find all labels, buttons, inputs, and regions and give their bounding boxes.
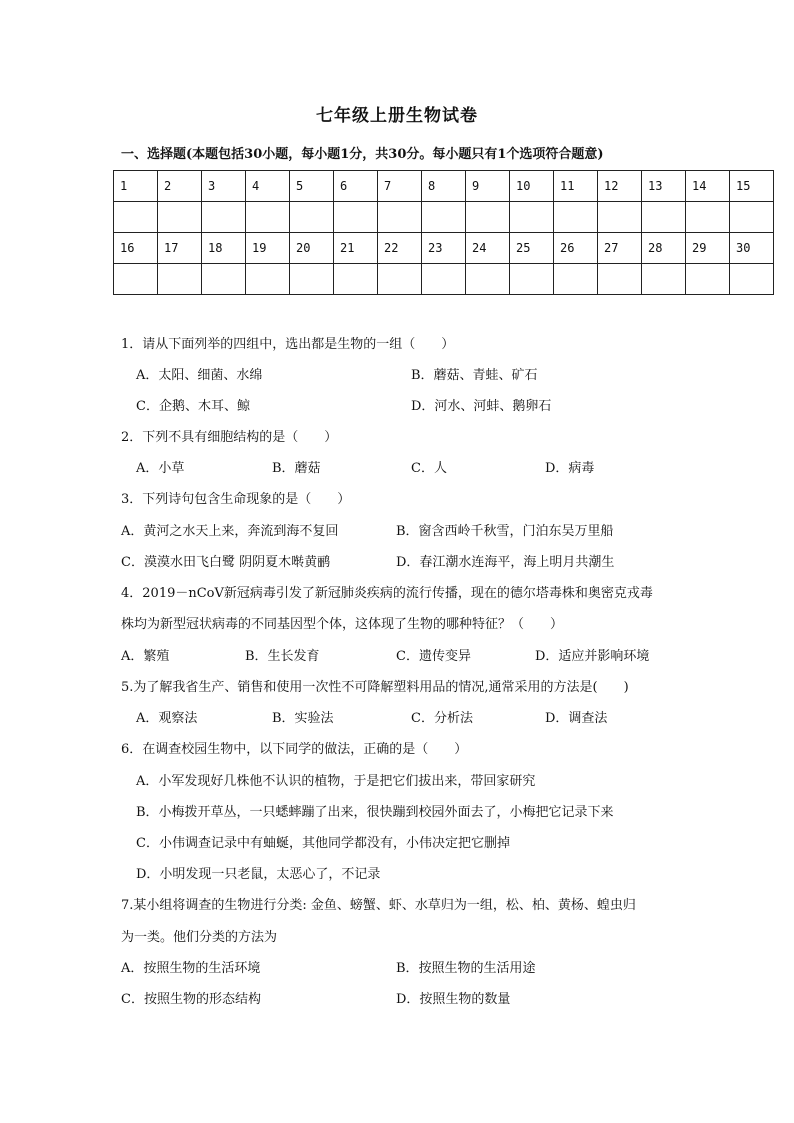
- question-7-option-b: B．按照生物的生活用途: [396, 961, 536, 976]
- answer-number: 9: [466, 171, 510, 202]
- answer-number: 24: [466, 233, 510, 264]
- answer-blank-cell[interactable]: [554, 264, 598, 295]
- answer-blank-cell[interactable]: [730, 264, 774, 295]
- question-7-option-a: A．按照生物的生活环境: [121, 961, 261, 976]
- answer-table: [113, 170, 774, 295]
- answer-blank-cell[interactable]: [158, 202, 202, 233]
- answer-table-blank-row-2: [114, 264, 774, 295]
- answer-number: 7: [378, 171, 422, 202]
- question-3-option-a: A．黄河之水天上来，奔流到海不复回: [121, 524, 339, 539]
- answer-number: 14: [686, 171, 730, 202]
- answer-table-number-row-2: [114, 233, 774, 264]
- answer-blank-cell[interactable]: [114, 202, 158, 233]
- question-1-option-c: C．企鹅、木耳、鲸: [136, 399, 250, 414]
- answer-blank-cell[interactable]: [202, 264, 246, 295]
- answer-blank-cell[interactable]: [422, 202, 466, 233]
- answer-blank-cell[interactable]: [378, 264, 422, 295]
- answer-blank-cell[interactable]: [598, 264, 642, 295]
- question-7-stem-line-1: 7.某小组将调查的生物进行分类: 金鱼、螃蟹、虾、水草归为一组，松、柏、黄杨、蝗虫归: [121, 898, 636, 913]
- answer-number: 25: [510, 233, 554, 264]
- question-5-option-d: D．调查法: [545, 711, 608, 726]
- answer-number: 1: [114, 171, 158, 202]
- answer-number: 27: [598, 233, 642, 264]
- answer-table-number-row-1: [114, 171, 774, 202]
- question-4-option-c: C．遗传变异: [396, 649, 471, 664]
- section-heading: 一、选择题(本题包括30小题，每小题1分，共30分。每小题只有1个选项符合题意): [121, 147, 604, 162]
- answer-number: 21: [334, 233, 378, 264]
- answer-blank-cell[interactable]: [730, 202, 774, 233]
- question-3-stem: 3．下列诗句包含生命现象的是（ ）: [121, 492, 351, 507]
- answer-number: 15: [730, 171, 774, 202]
- answer-number: 13: [642, 171, 686, 202]
- answer-blank-cell[interactable]: [114, 264, 158, 295]
- question-6-option-c: C．小伟调查记录中有蚰蜒，其他同学都没有，小伟决定把它删掉: [136, 836, 510, 851]
- answer-number: 6: [334, 171, 378, 202]
- answer-blank-cell[interactable]: [246, 202, 290, 233]
- answer-blank-cell[interactable]: [334, 202, 378, 233]
- question-4-stem-line-2: 株均为新型冠状病毒的不同基因型个体，这体现了生物的哪种特征？（ ）: [121, 617, 564, 632]
- answer-number: 30: [730, 233, 774, 264]
- answer-blank-cell[interactable]: [334, 264, 378, 295]
- question-6-option-a: A．小军发现好几株他不认识的植物，于是把它们拔出来，带回家研究: [136, 774, 536, 789]
- question-2-stem: 2．下列不具有细胞结构的是（ ）: [121, 430, 338, 445]
- answer-blank-cell[interactable]: [422, 264, 466, 295]
- answer-number: 11: [554, 171, 598, 202]
- question-1-option-d: D．河水、河蚌、鹅卵石: [411, 399, 552, 414]
- answer-number: 20: [290, 233, 334, 264]
- answer-number: 12: [598, 171, 642, 202]
- question-3-option-d: D．春江潮水连海平，海上明月共潮生: [396, 555, 615, 570]
- answer-blank-cell[interactable]: [510, 202, 554, 233]
- question-1-stem: 1．请从下面列举的四组中，选出都是生物的一组（ ）: [121, 337, 455, 352]
- answer-number: 29: [686, 233, 730, 264]
- question-4-stem-line-1: 4．2019－nCoV新冠病毒引发了新冠肺炎疾病的流行传播，现在的德尔塔毒株和奥密克戎毒: [121, 586, 653, 601]
- answer-blank-cell[interactable]: [686, 264, 730, 295]
- answer-number: 22: [378, 233, 422, 264]
- answer-blank-cell[interactable]: [554, 202, 598, 233]
- answer-blank-cell[interactable]: [290, 202, 334, 233]
- question-5-stem: 5.为了解我省生产、销售和使用一次性不可降解塑料用品的情况,通常采用的方法是( ): [121, 680, 629, 695]
- question-5-option-b: B．实验法: [272, 711, 334, 726]
- question-7-stem-line-2: 为一类。他们分类的方法为: [121, 930, 278, 945]
- question-3-option-c: C．漠漠水田飞白鹭 阴阴夏木啭黄鹂: [121, 555, 331, 570]
- question-1-option-b: B．蘑菇、青蛙、矿石: [411, 368, 538, 383]
- answer-number: 8: [422, 171, 466, 202]
- answer-blank-cell[interactable]: [290, 264, 334, 295]
- question-2-option-b: B．蘑菇: [272, 461, 321, 476]
- answer-number: 4: [246, 171, 290, 202]
- question-7-option-c: C．按照生物的形态结构: [121, 992, 261, 1007]
- question-6-option-b: B．小梅拨开草丛，一只蟋蟀蹦了出来，很快蹦到校园外面去了，小梅把它记录下来: [136, 805, 614, 820]
- answer-number: 28: [642, 233, 686, 264]
- answer-blank-cell[interactable]: [246, 264, 290, 295]
- answer-number: 10: [510, 171, 554, 202]
- page-title: 七年级上册生物试卷: [316, 106, 478, 126]
- answer-blank-cell[interactable]: [510, 264, 554, 295]
- question-4-option-d: D．适应并影响环境: [535, 649, 650, 664]
- answer-blank-cell[interactable]: [378, 202, 422, 233]
- question-7-option-d: D．按照生物的数量: [396, 992, 511, 1007]
- answer-number: 3: [202, 171, 246, 202]
- question-1-option-a: A．太阳、细菌、水绵: [136, 368, 263, 383]
- answer-number: 5: [290, 171, 334, 202]
- question-4-option-b: B．生长发育: [245, 649, 320, 664]
- answer-blank-cell[interactable]: [158, 264, 202, 295]
- answer-blank-cell[interactable]: [598, 202, 642, 233]
- answer-blank-cell[interactable]: [202, 202, 246, 233]
- question-5-option-a: A．观察法: [136, 711, 198, 726]
- answer-number: 23: [422, 233, 466, 264]
- answer-number: 16: [114, 233, 158, 264]
- answer-table-blank-row-1: [114, 202, 774, 233]
- answer-blank-cell[interactable]: [466, 264, 510, 295]
- answer-blank-cell[interactable]: [686, 202, 730, 233]
- question-3-option-b: B．窗含西岭千秋雪，门泊东吴万里船: [396, 524, 614, 539]
- question-5-option-c: C．分析法: [411, 711, 473, 726]
- answer-blank-cell[interactable]: [642, 264, 686, 295]
- answer-number: 19: [246, 233, 290, 264]
- question-2-option-c: C．人: [411, 461, 447, 476]
- answer-number: 18: [202, 233, 246, 264]
- answer-blank-cell[interactable]: [466, 202, 510, 233]
- question-6-option-d: D．小明发现一只老鼠，太恶心了，不记录: [136, 867, 381, 882]
- question-2-option-d: D．病毒: [545, 461, 595, 476]
- question-4-option-a: A．繁殖: [121, 649, 170, 664]
- question-6-stem: 6．在调查校园生物中，以下同学的做法，正确的是（ ）: [121, 742, 468, 757]
- answer-number: 26: [554, 233, 598, 264]
- question-2-option-a: A．小草: [136, 461, 185, 476]
- answer-number: 17: [158, 233, 202, 264]
- answer-number: 2: [158, 171, 202, 202]
- answer-blank-cell[interactable]: [642, 202, 686, 233]
